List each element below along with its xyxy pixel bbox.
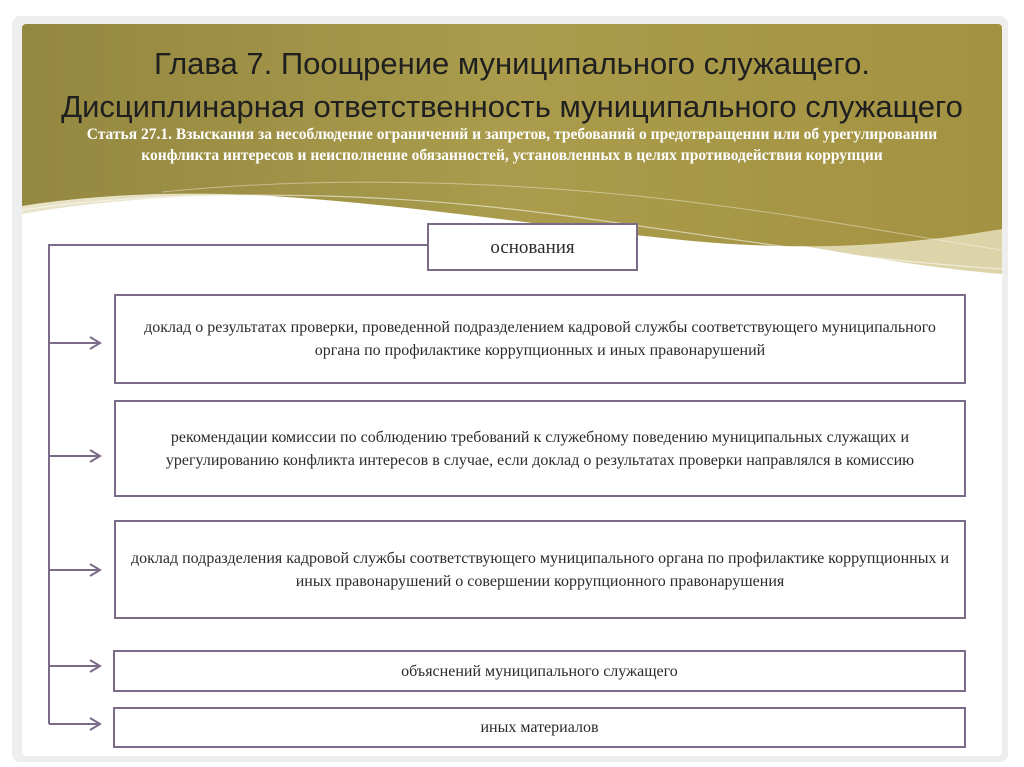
ground-item-1-text: доклад о результатах проверки, проведенной подразделением кадровой службы соответствующего муниципального органа по профилактике коррупционных и иных правонарушений [144, 319, 936, 359]
ground-item-1 [114, 294, 966, 384]
ground-item-2-text: рекомендации комиссии по соблюдению требований к служебному поведению муниципальных служащих и урегулированию конфликта интересов в случае, если доклад о результатах проверки направлялся в комиссию [165, 428, 915, 469]
ground-item-5 [113, 707, 966, 748]
ground-item-4-text: объяснений муниципального служащего [401, 662, 678, 680]
ground-item-2 [114, 400, 966, 497]
grounds-header-box [427, 223, 638, 271]
title-line-2: Дисциплинарная ответственность муниципального служащего [61, 89, 963, 124]
ground-item-3 [114, 520, 966, 619]
article-subtitle: Статья 27.1. Взыскания за несоблюдение ограничений и запретов, требований о предотвращении или об урегулировании конфликта интересов и неисполнение обязанностей, установленных в целях противодействия коррупции [86, 126, 938, 164]
ground-item-5-text: иных материалов [480, 719, 599, 736]
ground-item-3-text: доклад подразделения кадровой службы соответствующего муниципального органа по профилактике коррупционных и иных правонарушений о совершении коррупционного правонарушения [130, 549, 950, 590]
grounds-header-label: основания [490, 236, 575, 258]
title-line-1: Глава 7. Поощрение муниципального служащего. [154, 46, 870, 81]
ground-item-4 [113, 650, 966, 692]
